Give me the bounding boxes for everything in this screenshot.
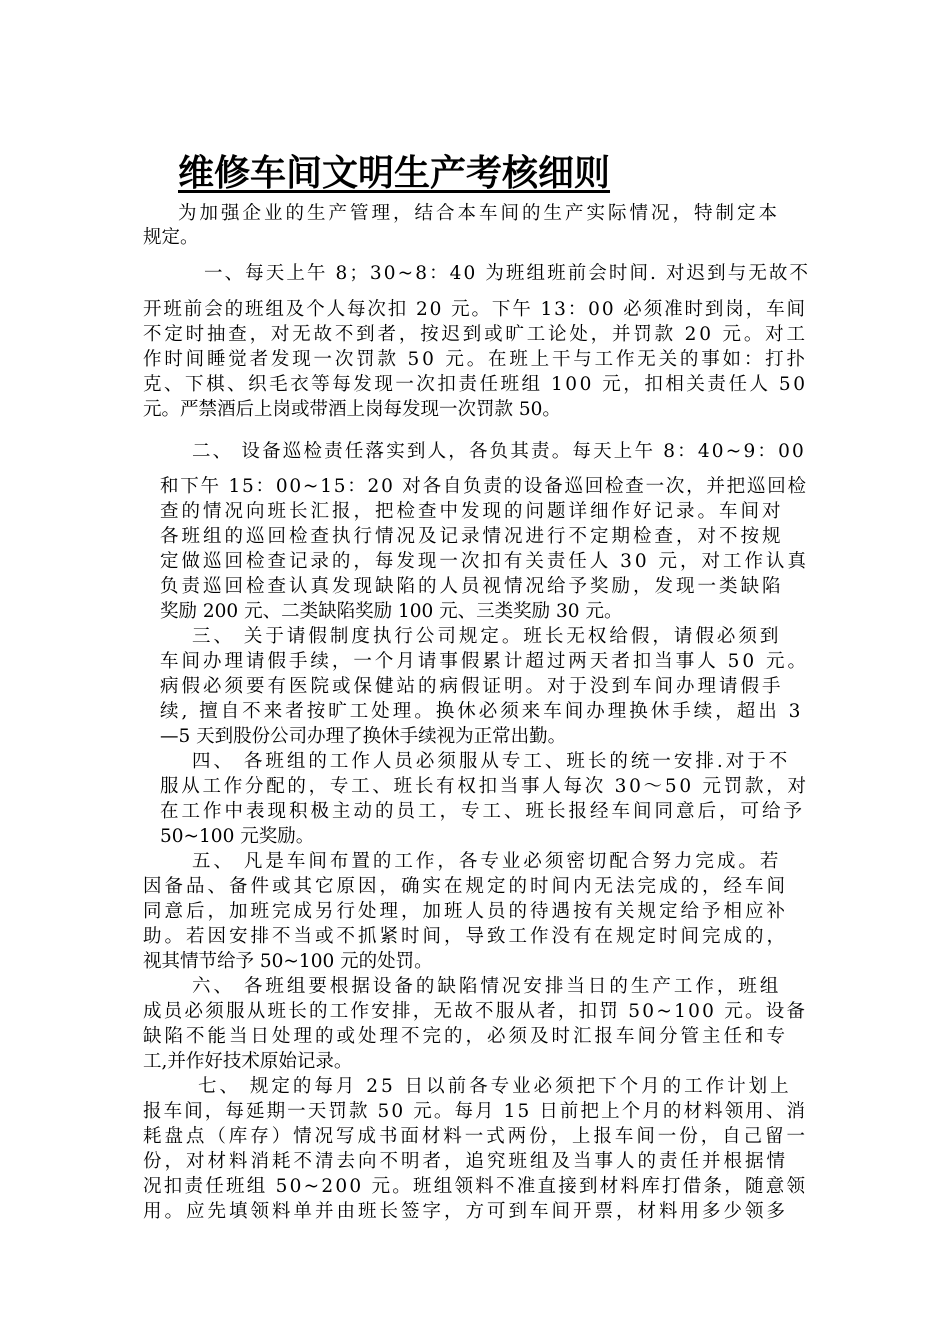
paragraph-line: 服从工作分配的，专工、班长有权扣当事人每次 30～50 元罚款，对 (160, 776, 809, 797)
paragraph-line: 病假必须要有医院或保健站的病假证明。对于没到车间办理请假手 (160, 676, 784, 697)
paragraph-line: 三、 关于请假制度执行公司规定。班长无权给假，请假必须到 (192, 626, 782, 647)
paragraph-line: 元。严禁酒后上岗或带酒上岗每发现一次罚款 50。 (143, 399, 561, 420)
paragraph-line: 因备品、备件或其它原因，确实在规定的时间内无法完成的，经车间 (143, 876, 789, 897)
paragraph-line: 报车间，每延期一天罚款 50 元。每月 15 日前把上个月的材料领用、消 (143, 1101, 808, 1122)
paragraph-line: 视其情节给予 50~100 元的处罚。 (143, 951, 433, 972)
paragraph-line: 奖励 200 元、二类缺陷奖励 100 元、三类奖励 30 元。 (160, 601, 623, 622)
paragraph-line: 同意后，加班完成另行处理，加班人员的待遇按有关规定给予相应补 (143, 901, 789, 922)
paragraph-line: 50~100 元奖励。 (160, 826, 315, 847)
paragraph-line: 开班前会的班组及个人每次扣 20 元。下午 13：00 必须准时到岗，车间 (143, 299, 807, 320)
paragraph-line: 不定时抽查，对无故不到者，按迟到或旷工论处，并罚款 20 元。对工 (143, 324, 808, 345)
paragraph-line: 规定。 (143, 227, 199, 248)
paragraph-line: 五、 凡是车间布置的工作，各专业必须密切配合努力完成。若 (192, 851, 782, 872)
paragraph-line: 克、下棋、织毛衣等每发现一次扣责任班组 100 元，扣相关责任人 50 (143, 374, 808, 395)
paragraph-line: 四、 各班组的工作人员必须服从专工、班长的统一安排.对于不 (192, 751, 791, 772)
paragraph-line: 份，对材料消耗不清去向不明者，追究班组及当事人的责任并根据情 (143, 1151, 789, 1172)
paragraph-line: 助。若因安排不当或不抓紧时间，导致工作没有在规定时间完成的， (143, 926, 789, 947)
paragraph-line: 用。应先填领料单并由班长签字，方可到车间开票，材料用多少领多 (143, 1201, 789, 1222)
page-title: 维修车间文明生产考核细则 (178, 153, 611, 194)
paragraph-line: 六、 各班组要根据设备的缺陷情况安排当日的生产工作，班组 (192, 976, 782, 997)
paragraph-line: 二、 设备巡检责任落实到人，各负其责。每天上午 8：40~9：00 (192, 441, 806, 462)
paragraph-line: 一、每天上午 8；30~8：40 为班组班前会时间. 对迟到与无故不 (204, 263, 811, 284)
paragraph-line: 七、 规定的每月 25 日以前各专业必须把下个月的工作计划上 (198, 1076, 792, 1097)
paragraph-line: 工,并作好技术原始记录。 (143, 1051, 353, 1072)
paragraph-line: 各班组的巡回检查执行情况及记录情况进行不定期检查，对不按规 (160, 526, 784, 547)
paragraph-line: 况扣责任班组 50~200 元。班组领料不准直接到材料库打借条，随意领 (143, 1176, 808, 1197)
paragraph-line: 成员必须服从班长的工作安排，无故不服从者，扣罚 50~100 元。设备 (143, 1001, 808, 1022)
paragraph-line: 续, 擅自不来者按旷工处理。换休必须来车间办理换休手续，超出 3 (160, 701, 804, 722)
paragraph-line: 为加强企业的生产管理，结合本车间的生产实际情况，特制定本 (178, 203, 781, 224)
paragraph-line: 查的情况向班长汇报，把检查中发现的问题详细作好记录。车间对 (160, 501, 784, 522)
paragraph-line: 在工作中表现积极主动的员工，专工、班长报经车间同意后，可给予 (160, 801, 806, 822)
paragraph-line: 作时间睡觉者发现一次罚款 50 元。在班上干与工作无关的事如：打扑 (143, 349, 808, 370)
paragraph-line: 负责巡回检查认真发现缺陷的人员视情况给予奖励，发现一类缺陷 (160, 576, 784, 597)
paragraph-line: 耗盘点（库存）情况写成书面材料一式两份，上报车间一份，自己留一 (143, 1126, 808, 1147)
paragraph-line: 车间办理请假手续，一个月请事假累计超过两天者扣当事人 50 元。 (160, 651, 809, 672)
paragraph-line: —5 天到股份公司办理了换休手续视为正常出勤。 (160, 726, 567, 747)
paragraph-line: 定做巡回检查记录的，每发现一次扣有关责任人 30 元，对工作认真 (160, 551, 809, 572)
paragraph-line: 和下午 15：00~15：20 对各自负责的设备巡回检查一次，并把巡回检 (160, 476, 808, 497)
paragraph-line: 缺陷不能当日处理的或处理不完的，必须及时汇报车间分管主任和专 (143, 1026, 789, 1047)
